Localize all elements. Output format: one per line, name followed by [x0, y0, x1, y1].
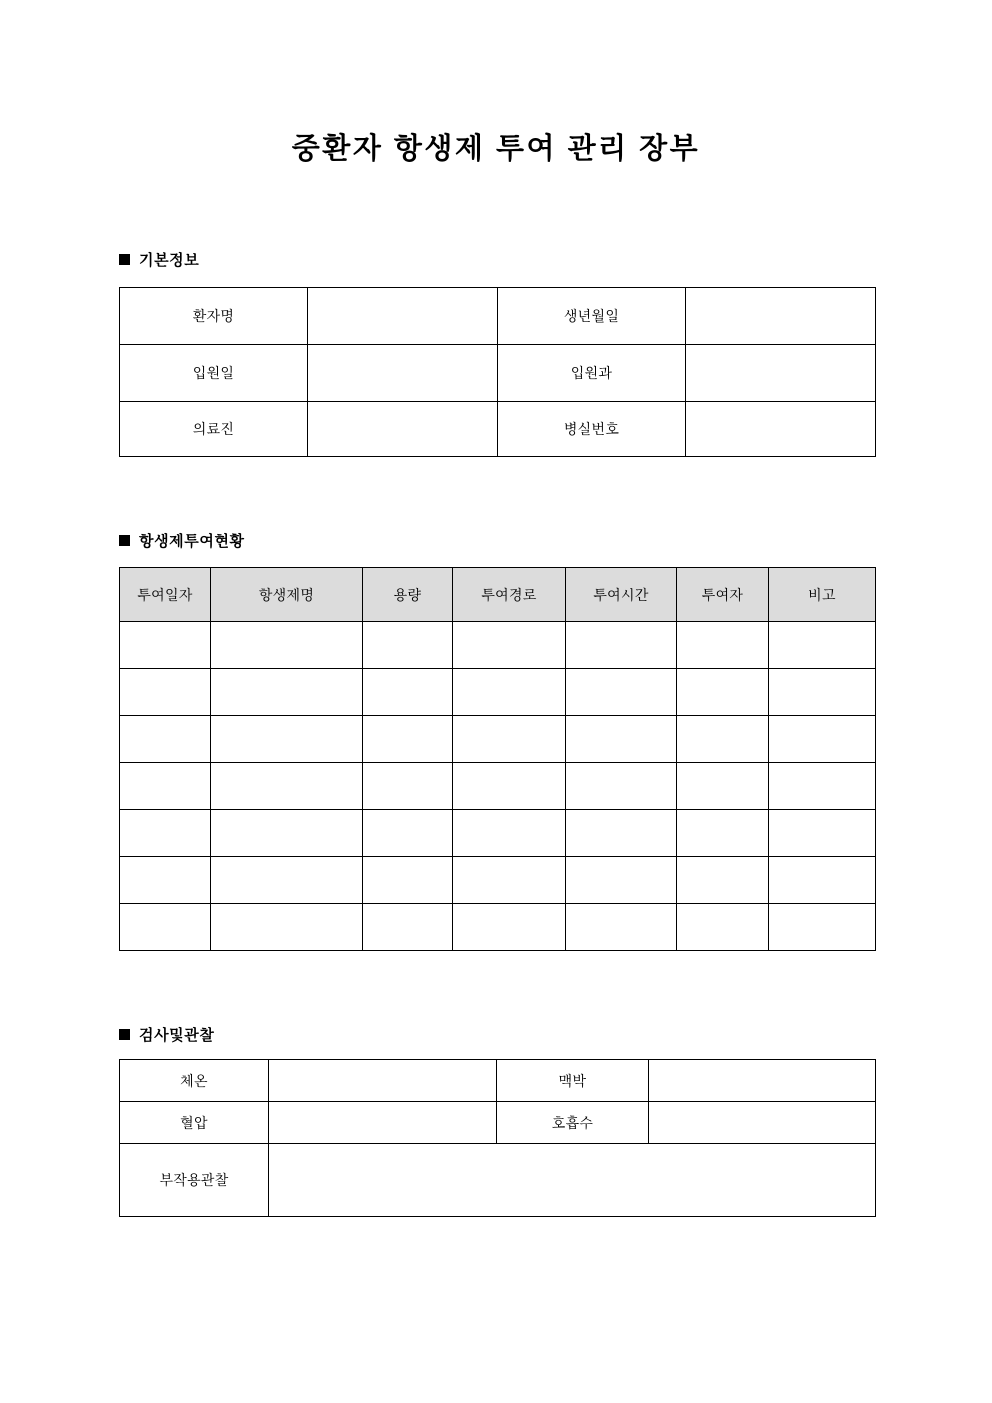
- section-heading-label: 기본정보: [139, 252, 200, 269]
- section-heading-label: 검사및관찰: [139, 1027, 215, 1044]
- cell-remarks[interactable]: [769, 716, 876, 763]
- cell-dose[interactable]: [363, 904, 453, 951]
- cell-administrator[interactable]: [677, 622, 769, 669]
- field-label-blood-pressure: 혈압: [120, 1102, 269, 1144]
- field-label-side-effect-observation: 부작용관찰: [120, 1144, 269, 1217]
- cell-time[interactable]: [566, 857, 677, 904]
- cell-dose[interactable]: [363, 857, 453, 904]
- cell-date[interactable]: [120, 810, 211, 857]
- observation-table: [119, 1059, 876, 1217]
- field-value-medical-staff[interactable]: [308, 402, 498, 457]
- field-label-body-temperature: 체온: [120, 1060, 269, 1102]
- field-value-body-temperature[interactable]: [269, 1060, 497, 1102]
- cell-remarks[interactable]: [769, 857, 876, 904]
- cell-administrator[interactable]: [677, 716, 769, 763]
- cell-administrator[interactable]: [677, 904, 769, 951]
- cell-date[interactable]: [120, 622, 211, 669]
- administration-table: [119, 567, 876, 951]
- field-label-admission-department: 입원과: [498, 345, 686, 402]
- cell-time[interactable]: [566, 904, 677, 951]
- cell-administrator[interactable]: [677, 763, 769, 810]
- column-header-route: 투여경로: [453, 568, 566, 622]
- cell-route[interactable]: [453, 716, 566, 763]
- field-value-room-number[interactable]: [686, 402, 876, 457]
- field-label-room-number: 병실번호: [498, 402, 686, 457]
- filled-square-bullet-icon: [119, 1029, 130, 1040]
- cell-time[interactable]: [566, 810, 677, 857]
- filled-square-bullet-icon: [119, 254, 130, 265]
- cell-date[interactable]: [120, 904, 211, 951]
- cell-dose[interactable]: [363, 669, 453, 716]
- field-value-side-effect-observation[interactable]: [269, 1144, 876, 1217]
- field-label-birthdate: 생년월일: [498, 288, 686, 345]
- cell-route[interactable]: [453, 857, 566, 904]
- table-row: [120, 1102, 876, 1144]
- table-header-row: [120, 568, 876, 622]
- cell-antibiotic-name[interactable]: [211, 669, 363, 716]
- table-row: [120, 1060, 876, 1102]
- table-row: [120, 1144, 876, 1217]
- section-heading-administration: [119, 530, 245, 551]
- cell-date[interactable]: [120, 857, 211, 904]
- field-value-respiratory-rate[interactable]: [649, 1102, 876, 1144]
- cell-administrator[interactable]: [677, 810, 769, 857]
- cell-remarks[interactable]: [769, 763, 876, 810]
- column-header-dose: 용량: [363, 568, 453, 622]
- column-header-remarks: 비고: [769, 568, 876, 622]
- cell-date[interactable]: [120, 669, 211, 716]
- cell-dose[interactable]: [363, 763, 453, 810]
- field-value-birthdate[interactable]: [686, 288, 876, 345]
- cell-dose[interactable]: [363, 810, 453, 857]
- cell-route[interactable]: [453, 669, 566, 716]
- table-row: [120, 669, 876, 716]
- table-row: [120, 857, 876, 904]
- field-label-medical-staff: 의료진: [120, 402, 308, 457]
- field-value-admission-date[interactable]: [308, 345, 498, 402]
- field-value-admission-department[interactable]: [686, 345, 876, 402]
- cell-time[interactable]: [566, 622, 677, 669]
- table-row: [120, 402, 876, 457]
- cell-antibiotic-name[interactable]: [211, 904, 363, 951]
- cell-dose[interactable]: [363, 716, 453, 763]
- table-row: [120, 345, 876, 402]
- cell-administrator[interactable]: [677, 669, 769, 716]
- section-heading-observation: [119, 1024, 214, 1045]
- cell-administrator[interactable]: [677, 857, 769, 904]
- cell-antibiotic-name[interactable]: [211, 810, 363, 857]
- page-title: 중환자 항생제 투여 관리 장부: [291, 133, 701, 165]
- field-value-pulse[interactable]: [649, 1060, 876, 1102]
- cell-remarks[interactable]: [769, 904, 876, 951]
- cell-antibiotic-name[interactable]: [211, 622, 363, 669]
- cell-route[interactable]: [453, 622, 566, 669]
- column-header-antibiotic-name: 항생제명: [211, 568, 363, 622]
- cell-remarks[interactable]: [769, 622, 876, 669]
- table-row: [120, 763, 876, 810]
- cell-route[interactable]: [453, 763, 566, 810]
- table-row: [120, 904, 876, 951]
- cell-remarks[interactable]: [769, 810, 876, 857]
- cell-dose[interactable]: [363, 622, 453, 669]
- column-header-time: 투여시간: [566, 568, 677, 622]
- field-value-blood-pressure[interactable]: [269, 1102, 497, 1144]
- cell-route[interactable]: [453, 810, 566, 857]
- cell-time[interactable]: [566, 716, 677, 763]
- cell-time[interactable]: [566, 669, 677, 716]
- basic-info-table: [119, 287, 876, 457]
- field-label-respiratory-rate: 호흡수: [497, 1102, 649, 1144]
- administration-table-body: [120, 622, 876, 951]
- cell-time[interactable]: [566, 763, 677, 810]
- cell-antibiotic-name[interactable]: [211, 763, 363, 810]
- field-value-patient-name[interactable]: [308, 288, 498, 345]
- cell-remarks[interactable]: [769, 669, 876, 716]
- field-label-admission-date: 입원일: [120, 345, 308, 402]
- filled-square-bullet-icon: [119, 535, 130, 546]
- field-label-pulse: 맥박: [497, 1060, 649, 1102]
- field-label-patient-name: 환자명: [120, 288, 308, 345]
- column-header-date: 투여일자: [120, 568, 211, 622]
- table-row: [120, 288, 876, 345]
- cell-date[interactable]: [120, 763, 211, 810]
- section-heading-label: 항생제투여현황: [139, 533, 245, 550]
- table-row: [120, 716, 876, 763]
- column-header-administrator: 투여자: [677, 568, 769, 622]
- table-row: [120, 810, 876, 857]
- cell-date[interactable]: [120, 716, 211, 763]
- cell-antibiotic-name[interactable]: [211, 857, 363, 904]
- cell-route[interactable]: [453, 904, 566, 951]
- cell-antibiotic-name[interactable]: [211, 716, 363, 763]
- table-row: [120, 622, 876, 669]
- section-heading-basic-info: [119, 249, 199, 270]
